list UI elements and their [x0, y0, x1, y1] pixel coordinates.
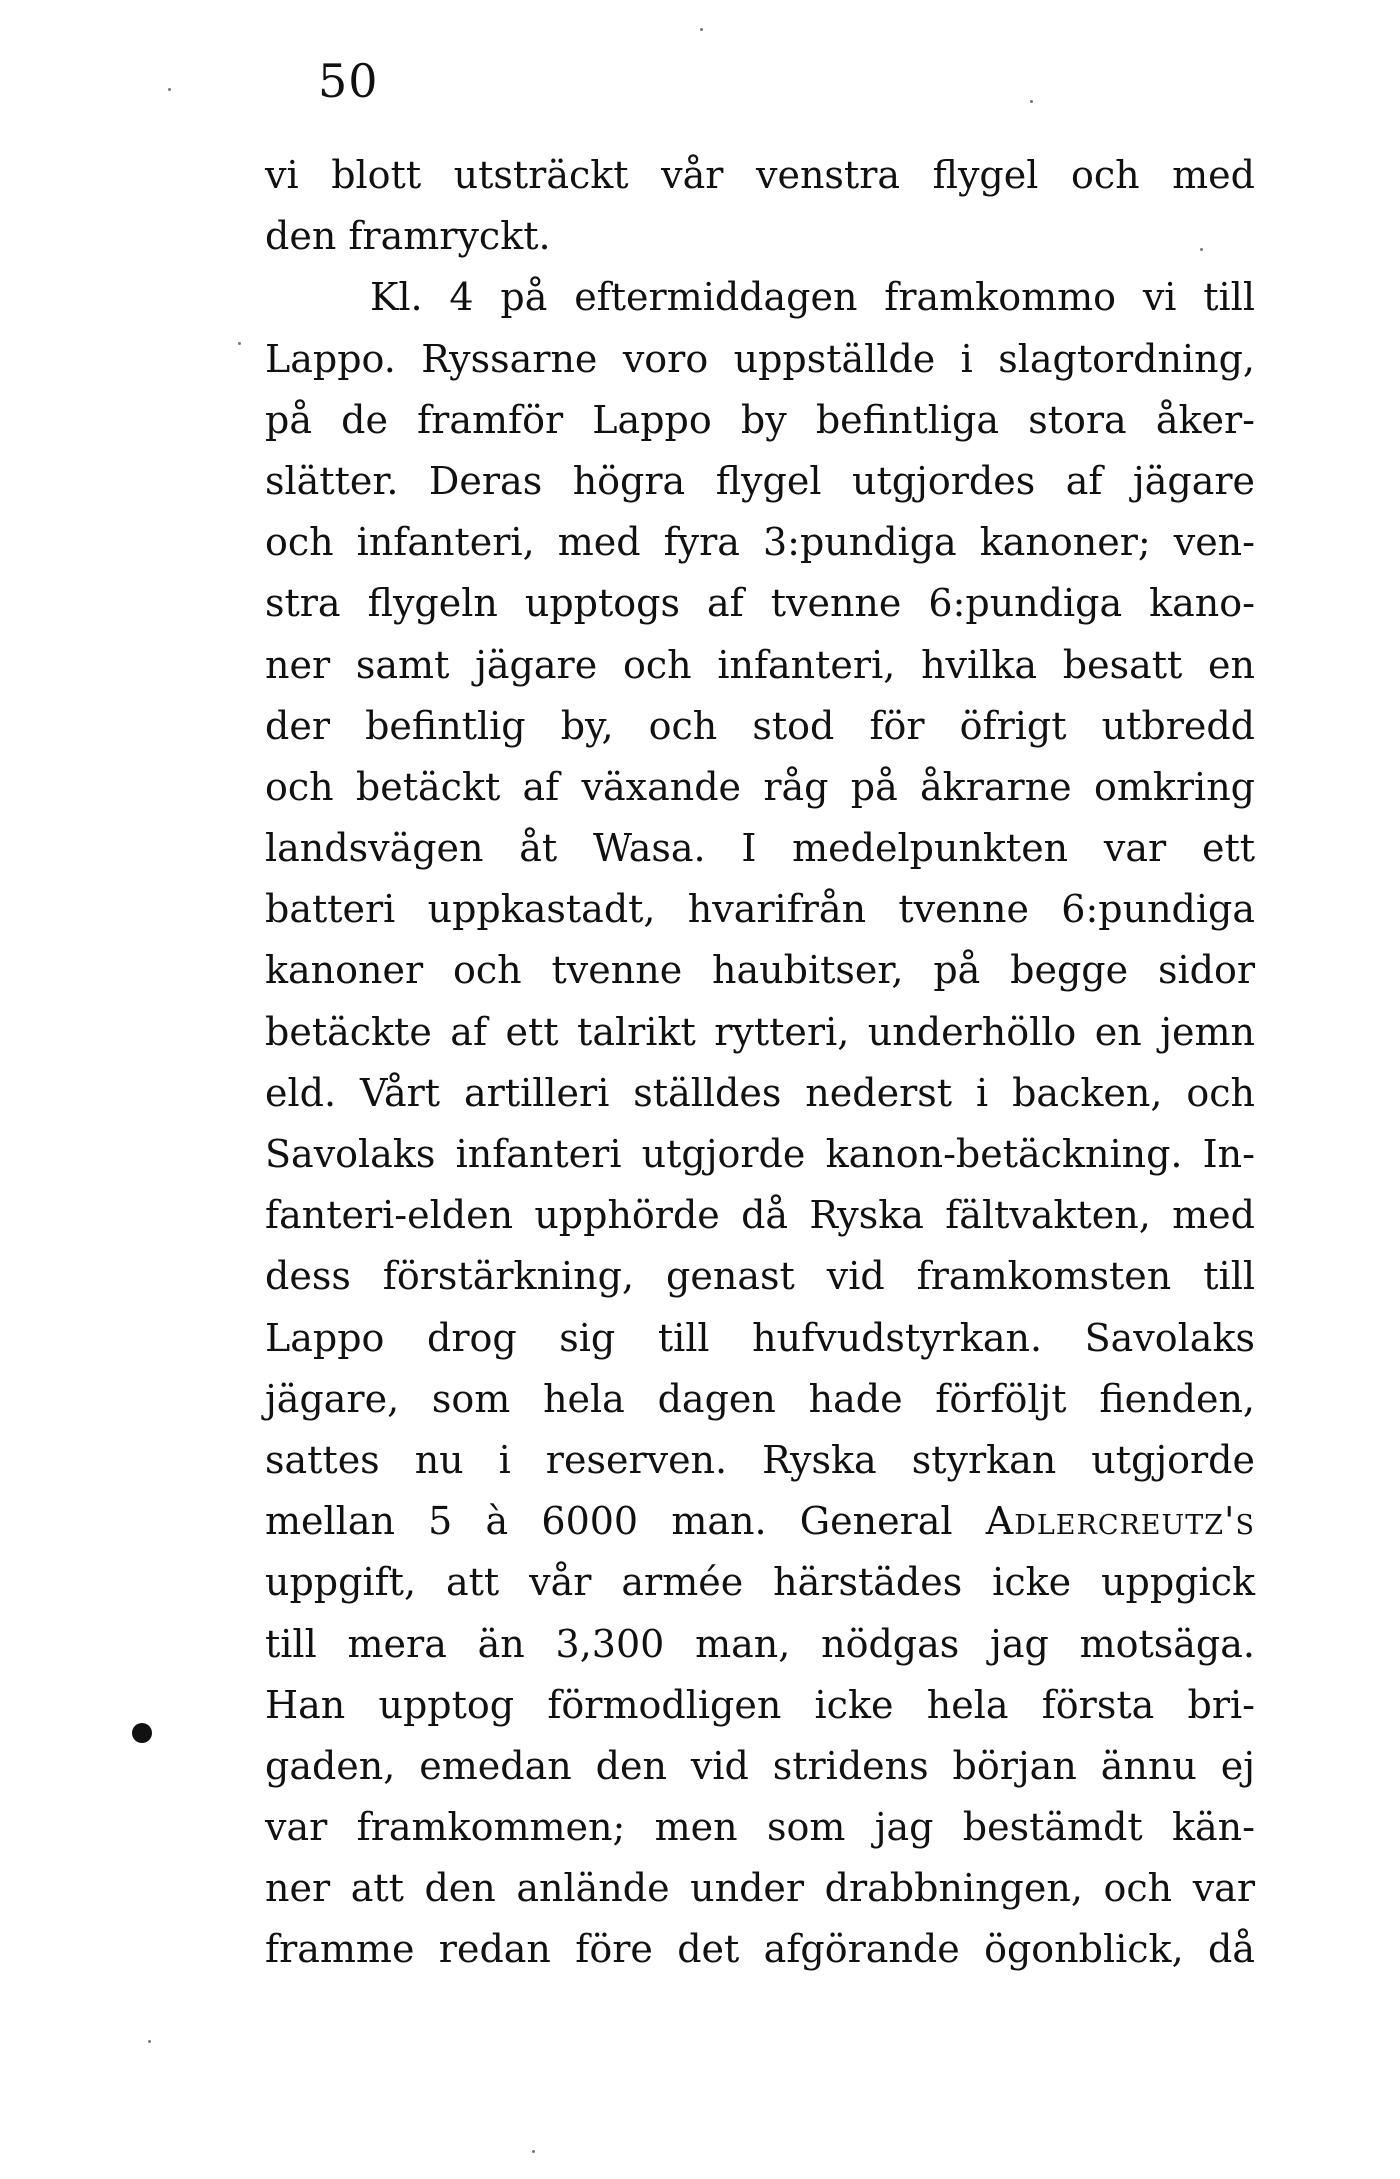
text-line: Kl. 4 på eftermiddagen framkommo vi till: [370, 275, 1255, 320]
text-line: dess förstärkning, genast vid framkomsten till: [265, 1254, 1255, 1299]
text-line: var framkommen; men som jag bestämdt kän-: [265, 1805, 1255, 1850]
text-line: ner att den anlände under drabbningen, och var: [265, 1866, 1255, 1911]
body-text: [265, 145, 1255, 1981]
paper-speck: [1030, 100, 1033, 103]
text-line: vi blott utsträckt vår venstra flygel och med: [265, 153, 1255, 197]
paper-speck: [168, 88, 171, 91]
text-line: stra flygeln upptogs af tvenne 6:pundiga kano-: [265, 581, 1255, 626]
text-line: uppgift, att vår armée härstädes icke uppgick: [265, 1560, 1255, 1605]
text-line: der befintlig by, och stod för öfrigt utbredd: [265, 703, 1255, 748]
text-line-with-name: [265, 1491, 1255, 1552]
person-name: Adlercreutz's: [985, 1499, 1255, 1544]
paper-speck: [532, 2150, 535, 2153]
text-line: framme redan före det afgörande ögonblick, då: [265, 1927, 1255, 1972]
text-line: slätter. Deras högra flygel utgjordes af jägare: [265, 458, 1255, 503]
text-line: Lappo. Ryssarne voro uppställde i slagtordning,: [265, 336, 1255, 381]
page-number: 50: [318, 54, 379, 108]
text-segment: mellan 5 à 6000 man. General: [265, 1499, 953, 1544]
text-line: den framryckt.: [265, 214, 551, 259]
text-line: ner samt jägare och infanteri, hvilka besatt en: [265, 642, 1255, 687]
text-line: eld. Vårt artilleri ställdes nederst i backen, och: [265, 1070, 1255, 1115]
text-line: fanteri-elden upphörde då Ryska fältvakten, med: [265, 1193, 1255, 1238]
text-line: och infanteri, med fyra 3:pundiga kanoner; ven-: [265, 520, 1255, 565]
paper-speck: [700, 28, 703, 31]
text-line: sattes nu i reserven. Ryska styrkan utgjorde: [265, 1437, 1255, 1482]
text-line: Lappo drog sig till hufvudstyrkan. Savolaks: [265, 1315, 1255, 1360]
text-line: betäckte af ett talrikt rytteri, underhöllo en jemn: [265, 1009, 1255, 1054]
paper-speck: [148, 2040, 151, 2043]
margin-dot-mark: [132, 1723, 152, 1743]
text-line: och betäckt af växande råg på åkrarne omkring: [265, 764, 1255, 809]
text-line: kanoner och tvenne haubitser, på begge sidor: [265, 948, 1255, 993]
text-line: på de framför Lappo by befintliga stora åker-: [265, 397, 1255, 442]
text-line: Savolaks infanteri utgjorde kanon-betäckning. In-: [265, 1132, 1255, 1176]
paper-speck: [238, 342, 241, 345]
text-line: Han upptog förmodligen icke hela första bri-: [265, 1682, 1255, 1727]
text-line: jägare, som hela dagen hade förföljt fienden,: [265, 1376, 1255, 1421]
text-line: batteri uppkastadt, hvarifrån tvenne 6:pundiga: [265, 887, 1255, 932]
text-line: landsvägen åt Wasa. I medelpunkten var ett: [265, 826, 1255, 871]
text-line: till mera än 3,300 man, nödgas jag motsäga.: [265, 1621, 1255, 1666]
text-line: gaden, emedan den vid stridens början ännu ej: [265, 1743, 1255, 1788]
paper-speck: [1200, 248, 1203, 251]
